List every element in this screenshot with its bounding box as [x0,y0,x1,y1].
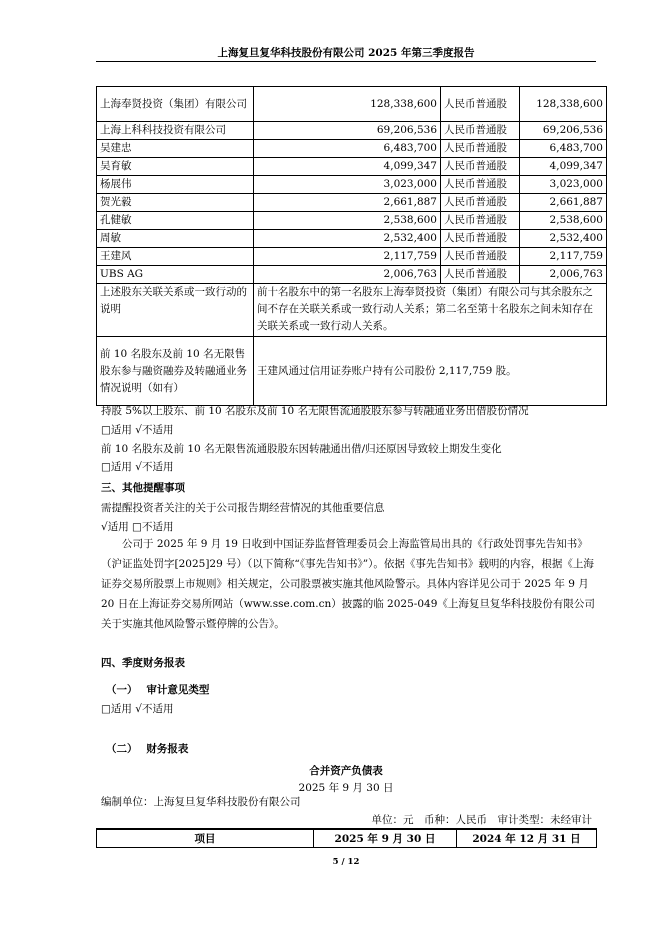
shares-held: 2,117,759 [254,248,441,266]
table-row [97,266,607,284]
margin-trading-row-text: 王建风通过信用证券账户持有公司股份 2,117,759 股。 [254,337,607,406]
section4-heading: 四、季度财务报表 [101,657,185,669]
table-row [97,122,607,140]
section3-prompt: 需提醒投资者关注的关于公司报告期经营情况的其他重要信息 [101,502,385,514]
share-class: 人民币普通股 [441,248,520,266]
shareholder-name: 周敏 [97,230,254,248]
financial-statements-heading: （二） 财务报表 [106,743,189,755]
report-header: 上海复旦复华科技股份有限公司 2025 年第三季度报告 [217,47,475,59]
share-amount: 2,117,759 [520,248,607,266]
share-class: 人民币普通股 [441,212,520,230]
shares-held: 2,538,600 [254,212,441,230]
shareholder-name: 王建风 [97,248,254,266]
balance-sheet-header [96,828,597,848]
shareholder-name: UBS AG [97,266,254,284]
balance-sheet-date: 2025 年 9 月 30 日 [298,782,394,794]
table-row [97,158,607,176]
audit-options: □适用 √不适用 [101,703,174,715]
lending-options: □适用 √不适用 [101,424,174,436]
shareholder-name: 吴育敏 [97,158,254,176]
shares-held: 128,338,600 [254,87,441,122]
share-amount: 128,338,600 [520,87,607,122]
shares-held: 69,206,536 [254,122,441,140]
margin-trading-row-label: 前 10 名股东及前 10 名无限售股东参与融资融券及转融通业务情况说明（如有） [97,337,254,406]
lending-change-title: 前 10 名股东及前 10 名无限售流通股股东因转融通出借/归还原因导致较上期发生变化 [101,443,502,455]
share-amount: 4,099,347 [520,158,607,176]
related-party-row-label: 上述股东关联关系或一致行动的说明 [97,284,254,337]
unit-line: 单位：元 币种：人民币 审计类型：未经审计 [371,814,592,826]
audit-heading: （一） 审计意见类型 [106,684,210,696]
page-number: 5 / 12 [332,857,360,867]
column-2024-12-31: 2024 年 12 月 31 日 [457,829,597,848]
related-party-row-text: 前十名股东中的第一名股东上海奉贤投资（集团）有限公司与其余股东之间不存在关联关系或一致行动人关系；第二名至第十名股东之间未知存在关联关系或一致行动人关系。 [254,284,607,337]
shareholder-name: 吴建忠 [97,140,254,158]
share-class: 人民币普通股 [441,230,520,248]
lending-title: 持股 5%以上股东、前 10 名股东及前 10 名无限售流通股股东参与转融通业务出借股份情况 [101,405,529,417]
shareholder-name: 上海上科科技投资有限公司 [97,122,254,140]
shareholder-name: 贺光毅 [97,194,254,212]
table-row [97,194,607,212]
column-item: 项目 [97,829,314,848]
share-class: 人民币普通股 [441,176,520,194]
share-amount: 2,532,400 [520,230,607,248]
related-party-row [97,284,607,337]
share-class: 人民币普通股 [441,140,520,158]
column-2025-09-30: 2025 年 9 月 30 日 [314,829,457,848]
section3-heading: 三、其他提醒事项 [101,482,185,494]
shares-held: 2,532,400 [254,230,441,248]
balance-sheet-title: 合并资产负债表 [309,765,383,777]
shareholder-name: 上海奉贤投资（集团）有限公司 [97,87,254,122]
lending-change-options: □适用 √不适用 [101,461,174,473]
shares-held: 4,099,347 [254,158,441,176]
shareholder-table [96,86,607,406]
share-amount: 2,538,600 [520,212,607,230]
margin-trading-row [97,337,607,406]
shares-held: 2,661,887 [254,194,441,212]
share-amount: 3,023,000 [520,176,607,194]
table-row [97,87,607,122]
shareholder-name: 杨展伟 [97,176,254,194]
share-class: 人民币普通股 [441,87,520,122]
shares-held: 6,483,700 [254,140,441,158]
shareholder-name: 孔健敏 [97,212,254,230]
section3-paragraph: 公司于 2025 年 9 月 19 日收到中国证券监督管理委员会上海监管局出具的《行政处罚事先告知书》（沪证监处罚字[2025]29 号）（以下简称“《事先告知书》”）。依据《事先告知书》载明的内容，根据《上海证券交易所股票上市规则》相关规定，公司股票被实施其他风险警示。具体内容详见公司于 2025 年 9 月 20 日在上海证券交易所网站（www.sse.com.cn）披露的临 2025-049《上海复旦复华科技股份有限公司关于实施其他风险警示暨停牌的公告》。 [101,538,595,630]
table-row [97,140,607,158]
table-row [97,230,607,248]
share-class: 人民币普通股 [441,158,520,176]
share-amount: 2,006,763 [520,266,607,284]
preparer-line: 编制单位：上海复旦复华科技股份有限公司 [101,796,301,808]
share-class: 人民币普通股 [441,266,520,284]
share-class: 人民币普通股 [441,194,520,212]
share-amount: 6,483,700 [520,140,607,158]
shares-held: 3,023,000 [254,176,441,194]
share-amount: 2,661,887 [520,194,607,212]
table-row [97,176,607,194]
table-row [97,248,607,266]
header-divider [96,61,596,62]
section3-options: √适用 □不适用 [101,521,174,533]
table-row [97,212,607,230]
share-amount: 69,206,536 [520,122,607,140]
share-class: 人民币普通股 [441,122,520,140]
shares-held: 2,006,763 [254,266,441,284]
